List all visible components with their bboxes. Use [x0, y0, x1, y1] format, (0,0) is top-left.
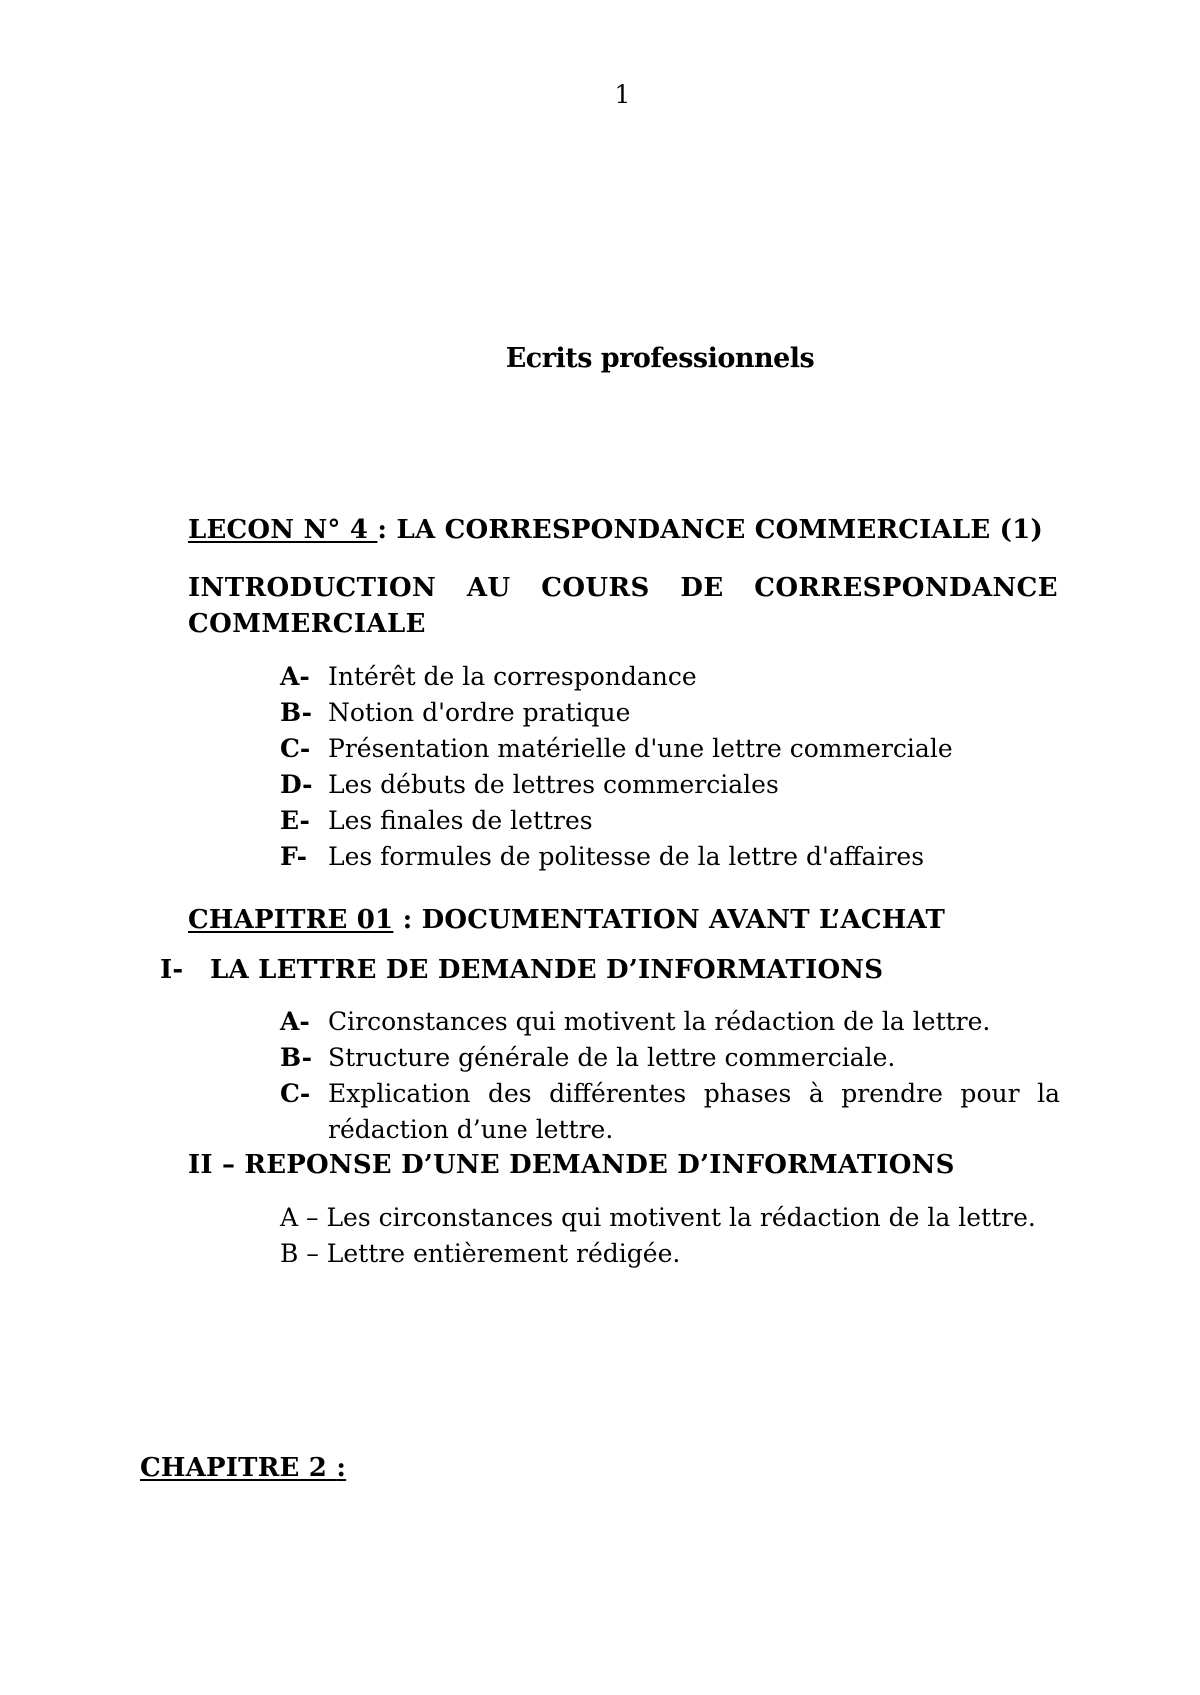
list-item: B – Lettre entièrement rédigée. — [280, 1239, 681, 1268]
chapitre-01-title: : DOCUMENTATION AVANT L’ACHAT — [393, 905, 946, 935]
list-item-letter: A- — [280, 662, 310, 691]
list-item-letter: B- — [280, 1043, 312, 1072]
list-item — [280, 695, 1060, 731]
lecon-label: LECON N° 4 — [188, 515, 378, 545]
list-item-text: Intérêt de la correspondance — [328, 662, 697, 691]
section-1-title: LA LETTRE DE DEMANDE D’INFORMATIONS — [210, 955, 884, 985]
list-item-text: Explication des différentes phases à prendre pour la rédaction d’une lettre. — [328, 1079, 1060, 1144]
list-item-letter: D- — [280, 770, 313, 799]
section-1-numeral: I- — [160, 955, 184, 985]
list-item — [280, 1040, 1060, 1076]
list-item — [280, 839, 1060, 875]
section-1-heading — [160, 955, 883, 985]
chapitre-01-label: CHAPITRE 01 — [188, 905, 394, 935]
introduction-heading-line1 — [188, 570, 1058, 606]
chapitre-2-colon: : — [336, 1453, 347, 1483]
list-item — [280, 731, 1060, 767]
chapitre-2-heading — [140, 1453, 346, 1483]
document-title: Ecrits professionnels — [505, 343, 815, 374]
list-item-letter: F- — [280, 842, 308, 871]
list-item-text: Structure générale de la lettre commerciale. — [328, 1043, 896, 1072]
intro-word: DE — [680, 573, 724, 603]
list-item-text: Circonstances qui motivent la rédaction de la lettre. — [328, 1007, 991, 1036]
section-2-list — [280, 1200, 1080, 1272]
list-item-text: Notion d'ordre pratique — [328, 698, 631, 727]
page-number: 1 — [614, 80, 631, 109]
chapitre-2-label: CHAPITRE 2 — [140, 1453, 337, 1483]
list-item-text: Les débuts de lettres commerciales — [328, 770, 779, 799]
introduction-list — [280, 659, 1060, 875]
section-2-heading: II – REPONSE D’UNE DEMANDE D’INFORMATIONS — [188, 1150, 955, 1180]
list-item — [280, 1076, 1060, 1148]
lecon-heading — [188, 515, 1043, 545]
list-item: A – Les circonstances qui motivent la rédaction de la lettre. — [280, 1203, 1036, 1232]
chapitre-01-heading — [188, 905, 945, 935]
list-item-letter: B- — [280, 698, 312, 727]
list-item-text: Les finales de lettres — [328, 806, 593, 835]
list-item-text: Les formules de politesse de la lettre d'affaires — [328, 842, 925, 871]
intro-word: AU — [466, 573, 511, 603]
list-item — [280, 1004, 1060, 1040]
intro-word: COURS — [541, 573, 650, 603]
list-item-text: Présentation matérielle d'une lettre commerciale — [328, 734, 953, 763]
intro-word: CORRESPONDANCE — [754, 573, 1058, 603]
list-item-letter: C- — [280, 734, 311, 763]
section-1-list — [280, 1004, 1060, 1148]
list-item — [280, 659, 1060, 695]
list-item-letter: A- — [280, 1007, 310, 1036]
list-item — [280, 767, 1060, 803]
intro-word: INTRODUCTION — [188, 573, 437, 603]
list-item-letter: E- — [280, 806, 310, 835]
introduction-heading-line2: COMMERCIALE — [188, 609, 426, 639]
lecon-title: : LA CORRESPONDANCE COMMERCIALE (1) — [377, 515, 1043, 545]
list-item-letter: C- — [280, 1079, 311, 1108]
list-item — [280, 803, 1060, 839]
introduction-heading — [188, 570, 1058, 642]
